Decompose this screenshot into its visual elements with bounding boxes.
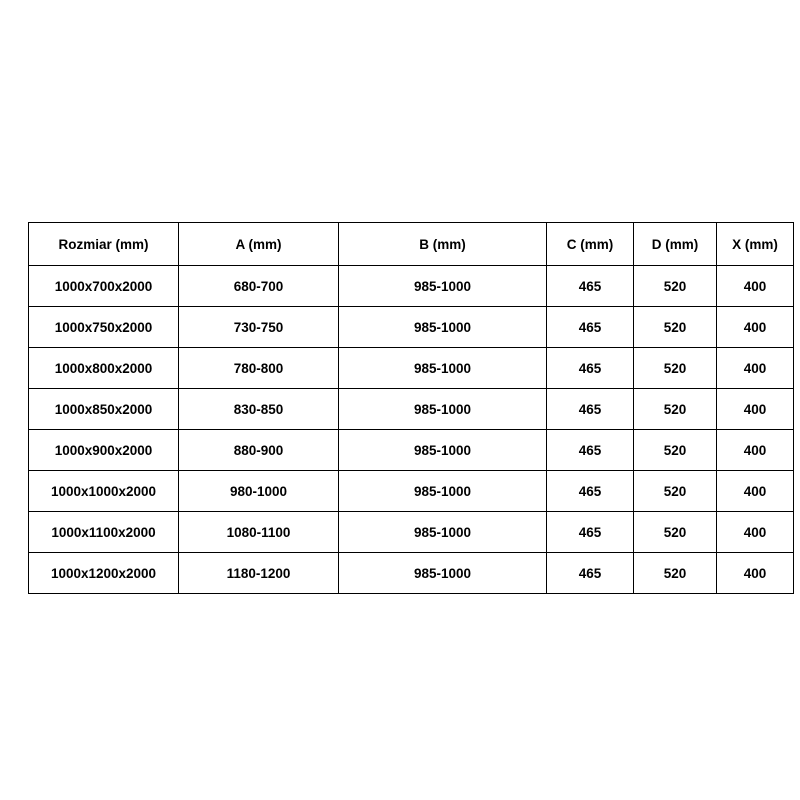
cell-rozmiar: 1000x1200x2000 <box>29 553 179 594</box>
cell-x: 400 <box>717 553 794 594</box>
column-header-d: D (mm) <box>634 223 717 266</box>
cell-x: 400 <box>717 389 794 430</box>
cell-rozmiar: 1000x1000x2000 <box>29 471 179 512</box>
cell-x: 400 <box>717 471 794 512</box>
cell-a: 830-850 <box>179 389 339 430</box>
table-row <box>29 266 794 307</box>
cell-x: 400 <box>717 348 794 389</box>
cell-a: 680-700 <box>179 266 339 307</box>
table-row <box>29 430 794 471</box>
cell-c: 465 <box>547 307 634 348</box>
column-header-b: B (mm) <box>339 223 547 266</box>
cell-d: 520 <box>634 348 717 389</box>
cell-c: 465 <box>547 512 634 553</box>
spec-table <box>28 222 794 594</box>
cell-x: 400 <box>717 307 794 348</box>
cell-a: 780-800 <box>179 348 339 389</box>
column-header-a: A (mm) <box>179 223 339 266</box>
cell-b: 985-1000 <box>339 348 547 389</box>
cell-b: 985-1000 <box>339 553 547 594</box>
column-header-rozmiar: Rozmiar (mm) <box>29 223 179 266</box>
cell-d: 520 <box>634 553 717 594</box>
table-row <box>29 348 794 389</box>
table-row <box>29 389 794 430</box>
cell-b: 985-1000 <box>339 430 547 471</box>
cell-d: 520 <box>634 307 717 348</box>
cell-a: 980-1000 <box>179 471 339 512</box>
cell-b: 985-1000 <box>339 471 547 512</box>
cell-b: 985-1000 <box>339 307 547 348</box>
cell-c: 465 <box>547 553 634 594</box>
cell-x: 400 <box>717 430 794 471</box>
cell-x: 400 <box>717 512 794 553</box>
cell-d: 520 <box>634 471 717 512</box>
cell-rozmiar: 1000x800x2000 <box>29 348 179 389</box>
cell-d: 520 <box>634 512 717 553</box>
column-header-c: C (mm) <box>547 223 634 266</box>
cell-c: 465 <box>547 266 634 307</box>
table-row <box>29 553 794 594</box>
table-row <box>29 471 794 512</box>
cell-c: 465 <box>547 430 634 471</box>
table-row <box>29 307 794 348</box>
cell-c: 465 <box>547 471 634 512</box>
cell-rozmiar: 1000x750x2000 <box>29 307 179 348</box>
cell-a: 1180-1200 <box>179 553 339 594</box>
cell-c: 465 <box>547 348 634 389</box>
cell-d: 520 <box>634 266 717 307</box>
cell-a: 1080-1100 <box>179 512 339 553</box>
cell-a: 880-900 <box>179 430 339 471</box>
cell-rozmiar: 1000x1100x2000 <box>29 512 179 553</box>
cell-b: 985-1000 <box>339 266 547 307</box>
cell-b: 985-1000 <box>339 389 547 430</box>
table-header <box>29 223 794 266</box>
table-body <box>29 266 794 594</box>
cell-b: 985-1000 <box>339 512 547 553</box>
cell-rozmiar: 1000x700x2000 <box>29 266 179 307</box>
cell-x: 400 <box>717 266 794 307</box>
column-header-x: X (mm) <box>717 223 794 266</box>
cell-d: 520 <box>634 389 717 430</box>
table-header-row <box>29 223 794 266</box>
cell-d: 520 <box>634 430 717 471</box>
cell-a: 730-750 <box>179 307 339 348</box>
spec-table-container <box>28 222 778 594</box>
cell-c: 465 <box>547 389 634 430</box>
table-row <box>29 512 794 553</box>
cell-rozmiar: 1000x900x2000 <box>29 430 179 471</box>
cell-rozmiar: 1000x850x2000 <box>29 389 179 430</box>
